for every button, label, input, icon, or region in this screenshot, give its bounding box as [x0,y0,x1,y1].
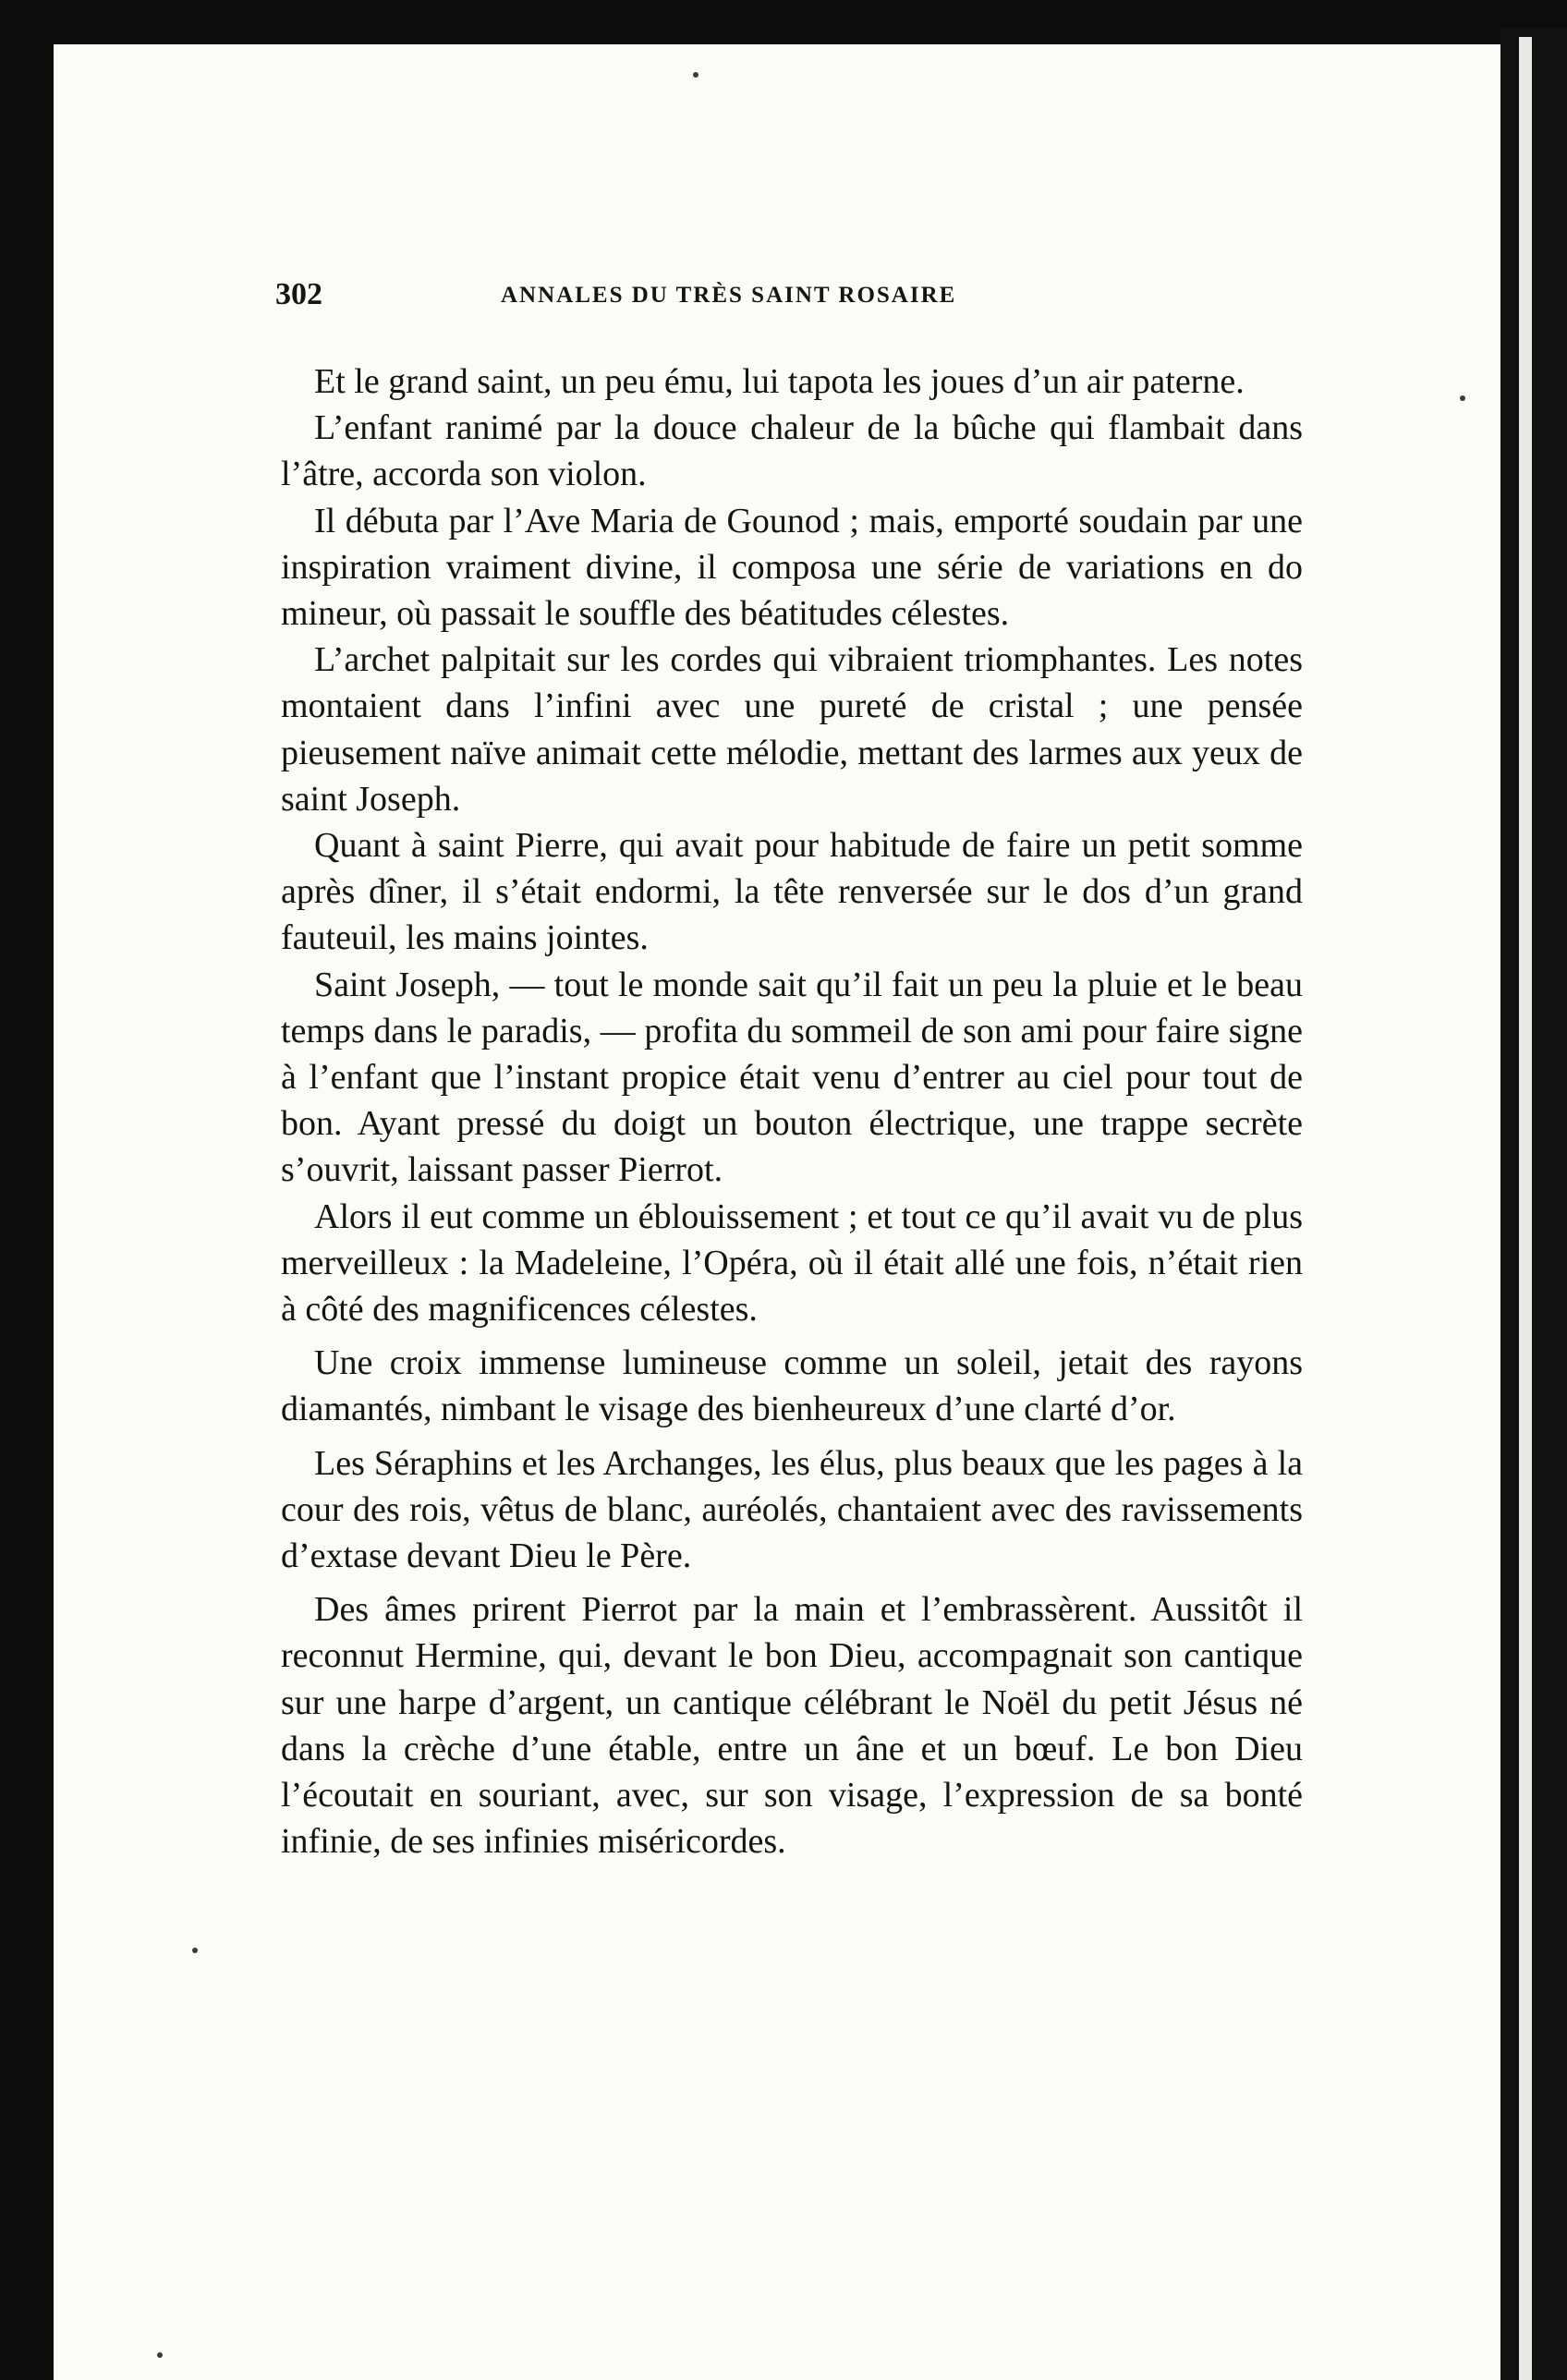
paragraph: L’enfant ranimé par la douce chaleur de la bûche qui flambait dans l’âtre, accorda son violon. [281,408,1303,494]
adjacent-page-strip [1519,37,1532,2380]
page-edge [1500,28,1567,2380]
paragraph: Quant à saint Pierre, qui avait pour habitude de faire un petit somme après dîner, il s’était endormi, la tête renversée sur le dos d’un grand fauteuil, les mains jointes. [281,826,1303,958]
running-title: ANNALES DU TRÈS SAINT ROSAIRE [501,283,957,308]
scan-speck [693,72,698,78]
scan-speck [157,2352,163,2358]
paragraph: Des âmes prirent Pierrot par la main et l’embrassèrent. Aussitôt il reconnut Hermine, qui, devant le bon Dieu, accompagnait son cantique sur une harpe d’argent, un cantique célébrant le Noël du petit Jésus né dans la crèche d’une étable, entre un âne et un bœuf. Le bon Dieu l’écoutait en souriant, avec, sur son visage, l’expression de sa bonté infinie, de ses infinies miséricordes. [281,1590,1303,1862]
paragraph: Saint Joseph, — tout le monde sait qu’il fait un peu la pluie et le beau temps dans le paradis, — profita du sommeil de son ami pour faire signe à l’enfant que l’instant propice était venu d’entrer au ciel pour tout de bon. Ayant pressé du doigt un bouton électrique, une trappe secrète s’ouvrit, laissant passer Pierrot. [281,965,1303,1190]
paragraph: L’archet palpitait sur les cordes qui vibraient triomphantes. Les notes montaient dans l’infini avec une pureté de cristal ; une pensée pieusement naïve animait cette mélodie, mettant des larmes aux yeux de saint Joseph. [281,640,1303,819]
paragraph: Et le grand saint, un peu ému, lui tapota les joues d’un air paterne. [314,362,1245,401]
paragraph: Il débuta par l’Ave Maria de Gounod ; mais, emporté soudain par une inspiration vraiment divine, il composa une série de variations en do mineur, où passait le souffle des béatitudes célestes. [281,501,1303,634]
page-number: 302 [275,277,322,311]
scan-speck [1460,395,1465,401]
scan-speck [192,1948,198,1953]
paragraph: Les Séraphins et les Archanges, les élus, plus beaux que les pages à la cour des rois, vêtus de blanc, auréolés, chantaient avec des ravissements d’extase devant Dieu le Père. [281,1443,1303,1576]
page-header [275,277,1107,333]
paragraph: Une croix immense lumineuse comme un soleil, jetait des rayons diamantés, nimbant le visage des bienheureux d’une clarté d’or. [281,1343,1303,1429]
paragraph: Alors il eut comme un éblouissement ; et tout ce qu’il avait vu de plus merveilleux : la Madeleine, l’Opéra, où il était allé une fois, n’était rien à côté des magnificences célestes. [281,1196,1303,1330]
body-text [281,358,1303,1865]
